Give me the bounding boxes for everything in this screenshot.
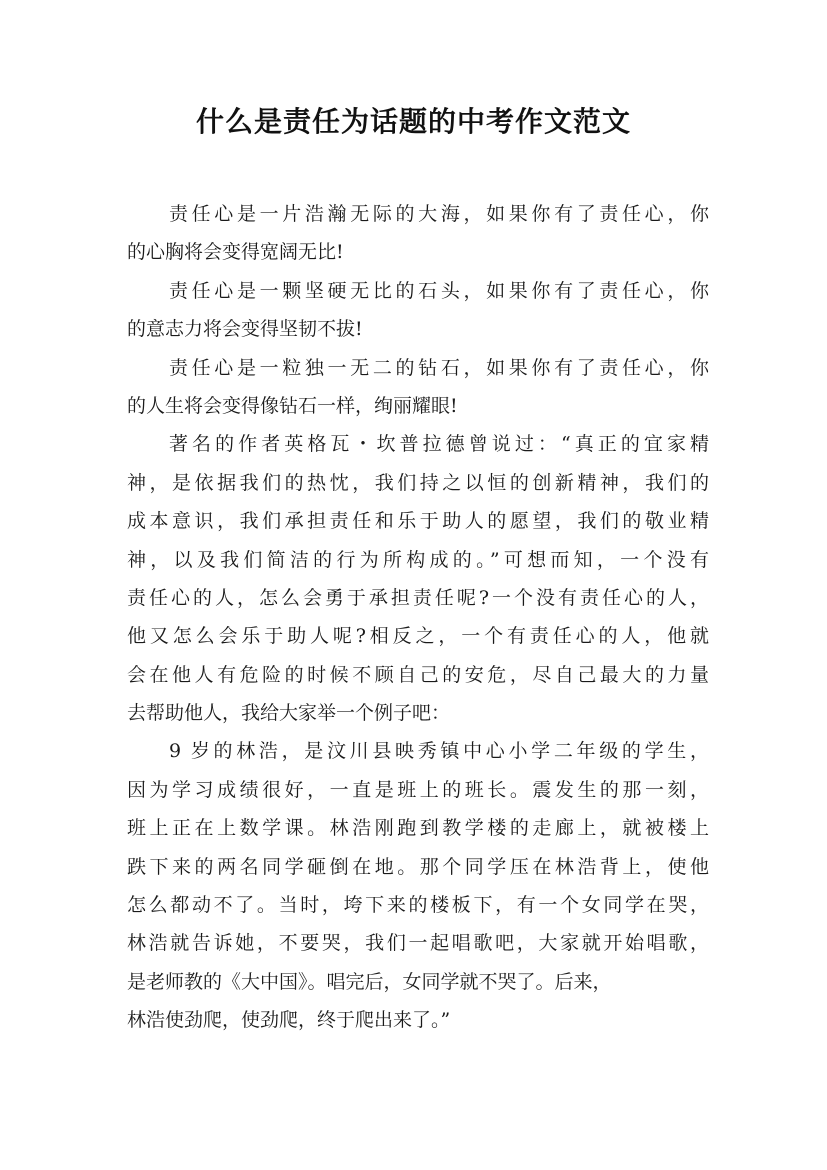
paragraph-4-line-7: 会在他人有危险的时候不顾自己的安危，尽自己最大的力量 xyxy=(127,663,709,686)
paragraph-4-line-8: 去帮助他人，我给大家举一个例子吧： xyxy=(127,702,451,725)
paragraph-5-line-2: 因为学习成绩很好，一直是班上的班长。震发生的那一刻， xyxy=(127,778,709,801)
paragraph-4-line-3: 成本意识，我们承担责任和乐于助人的愿望，我们的敬业精 xyxy=(127,510,709,533)
paragraph-5-line-8: 林浩使劲爬，使劲爬，终于爬出来了。” xyxy=(127,1009,451,1032)
paragraph-5-line-3: 班上正在上数学课。林浩刚跑到教学楼的走廊上，就被楼上 xyxy=(127,817,709,840)
paragraph-5-line-6: 林浩就告诉她，不要哭，我们一起唱歌吧，大家就开始唱歌， xyxy=(127,932,709,955)
paragraph-3-line-2: 的人生将会变得像钻石一样，绚丽耀眼! xyxy=(127,394,458,417)
paragraph-1-line-2: 的心胸将会变得宽阔无比! xyxy=(127,241,344,264)
paragraph-5-line-1: 9 岁的林浩，是汶川县映秀镇中心小学二年级的学生， xyxy=(169,740,709,763)
paragraph-5-line-7: 是老师教的《大中国》。唱完后，女同学就不哭了。后来， xyxy=(127,970,612,993)
document-title: 什么是责任为话题的中考作文范文 xyxy=(195,105,631,138)
document-body xyxy=(127,195,709,1040)
paragraph-4-line-1: 著名的作者英格瓦・坎普拉德曾说过：“真正的宜家精 xyxy=(169,433,709,456)
paragraph-4-line-6: 他又怎么会乐于助人呢?相反之，一个有责任心的人，他就 xyxy=(127,625,709,648)
paragraph-2-line-1: 责任心是一颗坚硬无比的石头，如果你有了责任心，你 xyxy=(169,279,709,302)
paragraph-1-line-1: 责任心是一片浩瀚无际的大海，如果你有了责任心，你 xyxy=(169,203,709,225)
paragraph-2-line-2: 的意志力将会变得坚韧不拔! xyxy=(127,318,363,341)
paragraph-3-line-1: 责任心是一粒独一无二的钻石，如果你有了责任心，你 xyxy=(169,356,709,379)
paragraph-5-line-4: 跌下来的两名同学砸倒在地。那个同学压在林浩背上，使他 xyxy=(127,855,709,878)
paragraph-4-line-4: 神，以及我们简洁的行为所构成的。”可想而知，一个没有 xyxy=(127,548,709,571)
paragraph-4-line-5: 责任心的人，怎么会勇于承担责任呢?一个没有责任心的人， xyxy=(127,586,709,609)
paragraph-5-line-5: 怎么都动不了。当时，垮下来的楼板下，有一个女同学在哭， xyxy=(127,894,709,917)
paragraph-4-line-2: 神，是依据我们的热忱，我们持之以恒的创新精神，我们的 xyxy=(127,471,709,494)
